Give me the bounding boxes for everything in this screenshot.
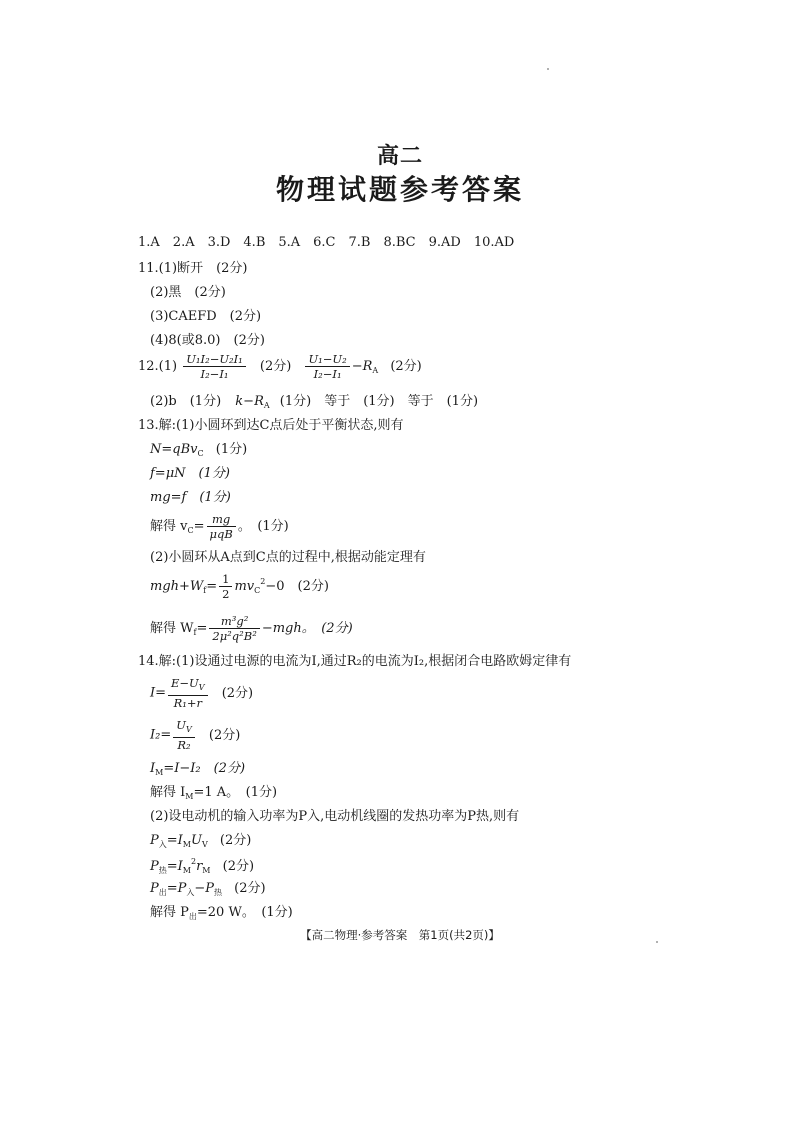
q13-sub-c: C [187, 526, 194, 535]
q13-half-numerator: 1 [219, 572, 232, 587]
q14-intro: 14.解:(1)设通过电源的电流为I,通过R₂的电流为I₂,根据闭合电路欧姆定律有 [138, 654, 572, 669]
q12-f1-denominator: I₂−I₁ [200, 367, 229, 381]
q14-p-symbol: P [150, 833, 159, 848]
q12-score-1: (2分) [259, 359, 292, 374]
q14-eq-p-heat-r: r [196, 859, 203, 874]
q13-wf-numerator: m³g² [209, 614, 259, 629]
q13-solution-vc [150, 512, 289, 541]
q14-sub-out: 出 [158, 888, 167, 897]
q12-fraction-2 [305, 352, 349, 381]
q14-sub-in: 入 [158, 840, 167, 849]
q13-solution-wf [150, 614, 353, 643]
q13-wf-denominator: 2μ²q²B² [212, 629, 257, 643]
q13-intro: 13.解:(1)小圆环到达C点后处于平衡状态,则有 [138, 418, 404, 433]
q12-part1 [138, 352, 422, 381]
q13-wf-tail: −mgh。 (2分) [261, 621, 353, 636]
q13-sub-f: f [193, 628, 197, 637]
q14-score: (2分) [221, 685, 254, 701]
q14-eq-p-heat-rhs: =I [166, 859, 183, 874]
q14-part2-intro: (2)设电动机的输入功率为P入,电动机线圈的发热功率为P热,则有 [150, 809, 520, 824]
q13-eq-friction: f=μN (1分) [150, 466, 230, 481]
q13-energy-eq [150, 572, 329, 601]
q13-score: 。 (1分) [237, 519, 289, 534]
q13-energy-lhs: mgh+W [150, 579, 204, 594]
equals-sign: = [193, 519, 205, 534]
mc-answers: 1.A 2.A 3.D 4.B 5.A 6.C 7.B 8.BC 9.AD 10.AD [138, 235, 515, 250]
q13-vc-denominator: μqB [209, 527, 233, 541]
q14-sub-heat: 热 [214, 888, 223, 897]
q11-part3: (3)CAEFD (2分) [150, 309, 262, 324]
q14-eq-im-rhs: =I−I₂ (2分) [163, 761, 246, 776]
q11-part2: (2)黑 (2分) [150, 285, 226, 300]
q13-part2-intro: (2)小圆环从A点到C点的过程中,根据动能定理有 [150, 550, 426, 565]
q14-eq-i2 [150, 718, 240, 752]
equals-sign: = [196, 621, 208, 636]
q13-vc-numerator: mg [207, 512, 236, 527]
q14-eq-current-lhs: I= [150, 685, 167, 701]
q13-sup-2: 2 [260, 577, 266, 586]
q14-eq-current [150, 676, 253, 710]
q13-eq-normal-force [150, 443, 247, 458]
q12-part2-rest: (1分) 等于 (1分) 等于 (1分) [279, 394, 479, 409]
q14-solution-im-value: =1 A。 (1分) [193, 785, 278, 800]
q14-solution-im [150, 786, 277, 801]
q14-sub-out: 出 [188, 912, 197, 921]
q12-score-2: (2分) [390, 359, 422, 374]
q12-part2-b: (2)b (1分) [150, 394, 222, 409]
q13-sub-f: f [203, 586, 207, 595]
q13-half-denominator: 2 [222, 587, 230, 601]
q14-current-fraction [168, 676, 208, 710]
page-footer: 【高二物理·参考答案 第1页(共2页)】 [300, 928, 500, 942]
q13-eq-balance: mg=f (1分) [150, 490, 231, 505]
q14-sup-2: 2 [190, 857, 197, 866]
equals-sign: = [206, 579, 218, 594]
q14-solution-p-out-value: =20 W。 (1分) [196, 905, 293, 920]
q14-sub-heat: 热 [158, 866, 167, 875]
q13-score: (1分) [215, 442, 248, 457]
q13-solution-wf-prefix: 解得 W [150, 621, 194, 636]
q14-sub-m: M [155, 768, 164, 777]
q14-eq-im-lhs: I [150, 761, 156, 776]
q11-part1: 11.(1)断开 (2分) [138, 261, 248, 276]
q14-score: (2分) [234, 881, 266, 896]
q12-part2-k: k−R [235, 394, 264, 409]
q14-eq-p-out-minus: −P [194, 881, 215, 896]
q12-f2-numerator: U₁−U₂ [305, 352, 349, 367]
q12-f1-numerator: U₁I₂−U₂I₁ [183, 352, 246, 367]
q13-wf-fraction [209, 614, 259, 643]
q14-p-symbol: P [150, 859, 159, 874]
q13-vc-fraction [207, 512, 236, 541]
q14-solution-im-prefix: 解得 I [150, 785, 186, 800]
q12-f2-tail-sub: A [372, 366, 379, 375]
q14-current-numerator-text: E−U [171, 676, 199, 690]
q14-sub-m: M [182, 840, 191, 849]
q14-sub-v: V [185, 725, 192, 734]
q14-sub-v: V [201, 840, 208, 849]
q14-sub-v: V [198, 683, 205, 692]
q14-sub-m: M [182, 866, 191, 875]
q14-current-denominator: R₁+r [173, 696, 202, 710]
q13-eq-normal-force-text: N=qBv [150, 442, 198, 457]
q14-eq-p-in [150, 834, 251, 849]
q14-i2-numerator-text: U [176, 718, 186, 732]
q13-half-fraction [219, 572, 232, 601]
q12-f2-denominator: I₂−I₁ [313, 367, 342, 381]
q14-sub-m: M [202, 866, 211, 875]
q12-part2 [150, 395, 478, 410]
scan-speck [547, 68, 549, 70]
q14-eq-p-in-u: U [190, 833, 202, 848]
q14-solution-p-out [150, 906, 293, 921]
q14-solution-p-out-prefix: 解得 P [150, 905, 189, 920]
q13-sub-c: C [254, 586, 261, 595]
grade-heading: 高二 [376, 144, 423, 169]
q14-eq-p-out-rhs: =P [166, 881, 187, 896]
q14-eq-i2-lhs: I₂= [150, 727, 172, 743]
q14-eq-im [150, 762, 245, 777]
q12-fraction-1 [183, 352, 246, 381]
q14-current-numerator [168, 676, 208, 696]
q14-sub-m: M [185, 792, 194, 801]
q12-part2-k-sub: A [263, 401, 270, 410]
q14-score: (2分) [219, 833, 252, 848]
q13-energy-mv: mv [234, 579, 255, 594]
q14-score: (2分) [208, 727, 241, 743]
q14-eq-p-in-rhs: =I [166, 833, 183, 848]
q14-eq-p-out [150, 882, 266, 897]
q14-score: (2分) [222, 859, 255, 874]
q14-eq-p-heat [150, 858, 254, 875]
q11-part4: (4)8(或8.0) (2分) [150, 333, 265, 348]
q14-sub-in: 入 [186, 888, 195, 897]
page-title: 物理试题参考答案 [275, 173, 524, 206]
q14-p-symbol: P [150, 881, 159, 896]
q12-label: 12.(1) [138, 359, 178, 374]
q13-energy-rhs: −0 (2分) [265, 579, 329, 594]
q14-i2-denominator: R₂ [177, 738, 191, 752]
q14-i2-numerator [173, 718, 194, 738]
q13-sub-c: C [197, 449, 204, 458]
q14-i2-fraction [173, 718, 194, 752]
q13-solution-vc-prefix: 解得 v [150, 519, 188, 534]
q12-f2-tail: −R [351, 359, 373, 374]
